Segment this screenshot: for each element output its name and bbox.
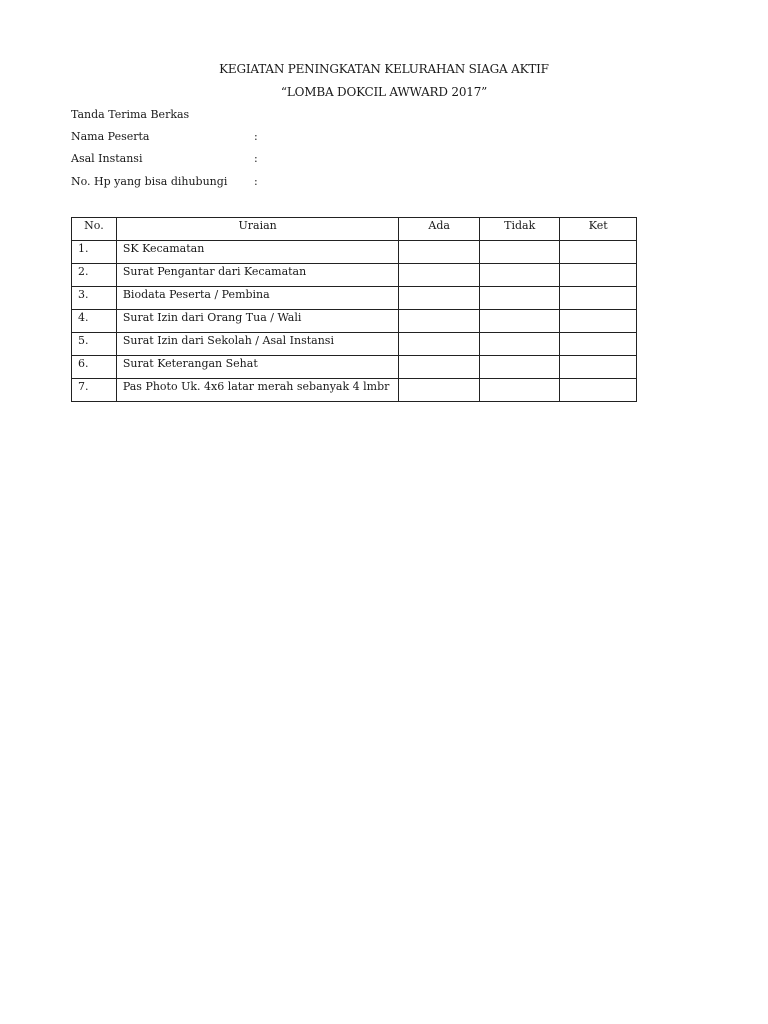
table-row: [72, 356, 637, 379]
participant-name-colon: :: [254, 130, 258, 143]
row-tidak-cell: [479, 310, 560, 333]
row-description: Surat Keterangan Sehat: [116, 356, 399, 379]
row-ada-cell: [399, 264, 479, 287]
header-ket: Ket: [560, 218, 637, 241]
row-ket-cell: [560, 379, 637, 402]
row-tidak-cell: [479, 264, 560, 287]
row-ket-cell: [560, 287, 637, 310]
row-number: 3.: [72, 287, 117, 310]
table-row: [72, 310, 637, 333]
row-description: Surat Pengantar dari Kecamatan: [116, 264, 399, 287]
row-ada-cell: [399, 310, 479, 333]
receipt-label: Tanda Terima Berkas: [71, 108, 190, 121]
table-row: [72, 241, 637, 264]
header-tidak: Tidak: [479, 218, 560, 241]
row-description: SK Kecamatan: [116, 241, 399, 264]
row-ada-cell: [399, 333, 479, 356]
row-number: 5.: [72, 333, 117, 356]
row-ket-cell: [560, 333, 637, 356]
row-description: Surat Izin dari Orang Tua / Wali: [116, 310, 399, 333]
row-number: 6.: [72, 356, 117, 379]
row-ket-cell: [560, 264, 637, 287]
table-row: [72, 287, 637, 310]
row-ket-cell: [560, 310, 637, 333]
row-description: Pas Photo Uk. 4x6 latar merah sebanyak 4 lmbr: [116, 379, 399, 402]
document-subtitle: “LOMBA DOKCIL AWWARD 2017”: [280, 85, 488, 99]
institution-colon: :: [254, 152, 258, 165]
row-tidak-cell: [479, 356, 560, 379]
table-header-row: [72, 218, 637, 241]
row-tidak-cell: [479, 379, 560, 402]
row-ada-cell: [399, 287, 479, 310]
institution-label: Asal Instansi: [71, 152, 143, 165]
document-checklist-table: [71, 217, 637, 402]
table-row: [72, 379, 637, 402]
table-row: [72, 333, 637, 356]
row-number: 2.: [72, 264, 117, 287]
header-no: No.: [72, 218, 117, 241]
row-number: 1.: [72, 241, 117, 264]
row-ket-cell: [560, 356, 637, 379]
row-number: 7.: [72, 379, 117, 402]
row-ada-cell: [399, 356, 479, 379]
row-number: 4.: [72, 310, 117, 333]
row-tidak-cell: [479, 241, 560, 264]
document-title: KEGIATAN PENINGKATAN KELURAHAN SIAGA AKTIF: [219, 62, 549, 76]
row-ada-cell: [399, 379, 479, 402]
row-ada-cell: [399, 241, 479, 264]
phone-label: No. Hp yang bisa dihubungi: [71, 175, 228, 188]
table-row: [72, 264, 637, 287]
row-tidak-cell: [479, 287, 560, 310]
phone-colon: :: [254, 175, 258, 188]
row-ket-cell: [560, 241, 637, 264]
row-description: Surat Izin dari Sekolah / Asal Instansi: [116, 333, 399, 356]
row-tidak-cell: [479, 333, 560, 356]
header-ada: Ada: [399, 218, 479, 241]
row-description: Biodata Peserta / Pembina: [116, 287, 399, 310]
participant-name-label: Nama Peserta: [71, 130, 150, 143]
header-uraian: Uraian: [116, 218, 399, 241]
